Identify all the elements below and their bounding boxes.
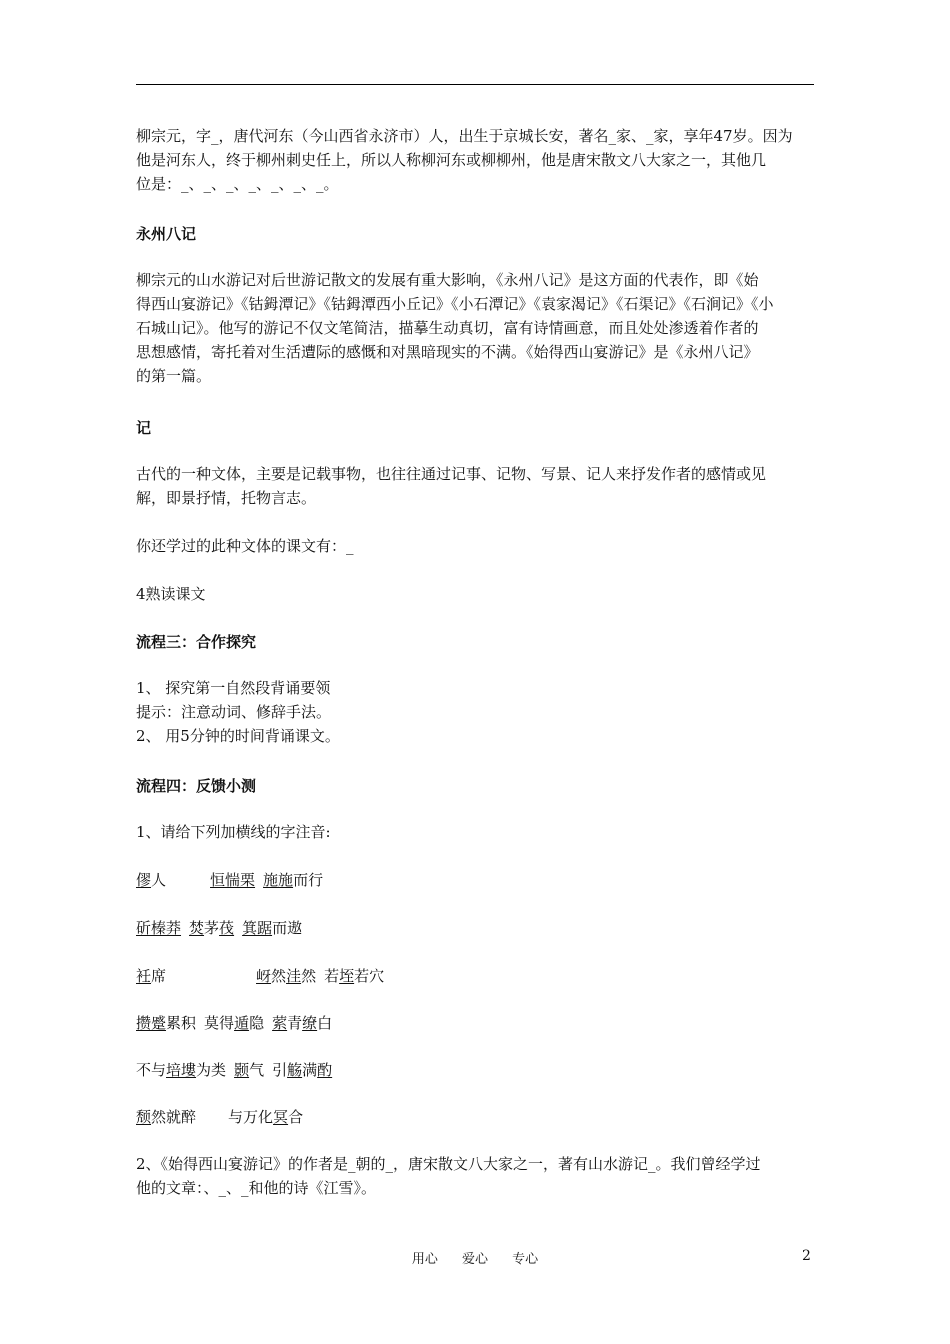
step4-read: 4熟读课文: [136, 585, 206, 603]
process3-hint: 提示：注意动词、修辞手法。: [136, 703, 332, 721]
yongzhou-line: 柳宗元的山水游记对后世游记散文的发展有重大影响，《永州八记》是这方面的代表作，即《始: [136, 271, 759, 289]
underlined-chars: 衽: [136, 967, 152, 985]
underlined-chars: 培塿: [166, 1061, 197, 1079]
plain-chars: 隐: [249, 1014, 265, 1032]
vocab-term: [242, 919, 302, 937]
plain-chars: 而遨: [272, 919, 303, 937]
question-2-line: 2、《始得西山宴游记》的作者是_朝的_，唐宋散文八大家之一，著有山水游记_。我们曾经学过: [136, 1155, 761, 1173]
underlined-chars: 箕踞: [242, 919, 273, 937]
vocab-term: [272, 1014, 302, 1032]
plain-chars: 席: [151, 967, 167, 985]
process3-list: [136, 676, 814, 748]
vocab-term: [287, 1061, 317, 1079]
question-1: 1、请给下列加横线的字注音:: [136, 823, 331, 841]
vocab-term: [166, 1061, 226, 1079]
vocab-term: [272, 1061, 287, 1079]
vocab-row: [136, 1105, 303, 1129]
intro-paragraph: [136, 124, 814, 196]
vocab-term: [136, 1108, 196, 1126]
plain-chars: 不与: [136, 1061, 167, 1079]
underlined-chars: 僇: [136, 871, 152, 889]
underlined-chars: 冥: [273, 1108, 289, 1126]
vocab-row: [136, 916, 302, 940]
vocab-row: [136, 1058, 332, 1082]
plain-chars: 合: [288, 1108, 304, 1126]
vocab-term: [204, 1014, 234, 1032]
vocab-term: [136, 919, 181, 937]
underlined-chars: 攒蹙: [136, 1014, 167, 1032]
yongzhou-line: 的第一篇。: [136, 367, 212, 385]
process4-heading: 流程四：反馈小测: [136, 777, 257, 795]
plain-chars: 为类: [196, 1061, 227, 1079]
underlined-chars: 觞: [287, 1061, 303, 1079]
vocab-term: [234, 1014, 264, 1032]
plain-chars: 若穴: [354, 967, 385, 985]
plain-chars: 白: [317, 1014, 333, 1032]
vocab-term: [339, 967, 384, 985]
vocab-term: [286, 967, 316, 985]
plain-chars: 人: [151, 871, 167, 889]
ji-heading: 记: [136, 419, 152, 437]
footer-item: 用心: [411, 1252, 438, 1267]
header-rule: [136, 84, 814, 85]
plain-chars: 莫得: [204, 1014, 235, 1032]
ji-paragraph: [136, 462, 814, 510]
vocab-term: [273, 1108, 303, 1126]
plain-chars: 与万化: [228, 1108, 274, 1126]
question-2: [136, 1152, 814, 1200]
vocab-row: [136, 868, 323, 892]
ji-learned-question: 你还学过的此种文体的课文有：_: [136, 537, 354, 555]
page-number: 2: [802, 1248, 811, 1264]
underlined-chars: 焚: [189, 919, 205, 937]
ji-line: 古代的一种文体，主要是记载事物，也往往通过记事、记物、写景、记人来抒发作者的感情或见: [136, 465, 767, 483]
vocab-term: [263, 871, 323, 889]
underlined-chars: 施施: [263, 871, 294, 889]
plain-chars: 茅: [204, 919, 220, 937]
plain-chars: 青: [287, 1014, 303, 1032]
vocab-term: [136, 967, 166, 985]
intro-line: 他是河东人，终于柳州刺史任上，所以人称柳河东或柳柳州，他是唐宋散文八大家之一，其他几: [136, 151, 767, 169]
ji-line: 解，即景抒情，托物言志。: [136, 489, 317, 507]
yongzhou-line: 石城山记》。他写的游记不仅文笔简洁，描摹生动真切，富有诗情画意，而且处处渗透着作者的: [136, 319, 759, 337]
underlined-chars: 遁: [234, 1014, 250, 1032]
vocab-term: [210, 871, 255, 889]
plain-chars: 然: [301, 967, 317, 985]
underlined-chars: 颢: [234, 1061, 250, 1079]
vocab-term: [219, 919, 234, 937]
vocab-term: [302, 1014, 332, 1032]
vocab-row: [136, 964, 384, 988]
plain-chars: 累积: [166, 1014, 197, 1032]
question-2-line: 他的文章：、_、_和他的诗《江雪》。: [136, 1179, 377, 1197]
process3-heading: 流程三：合作探究: [136, 633, 257, 651]
plain-chars: 而行: [293, 871, 324, 889]
footer-item: 爱心: [461, 1252, 488, 1267]
underlined-chars: 斫榛莽: [136, 919, 182, 937]
plain-chars: 引: [272, 1061, 288, 1079]
underlined-chars: 恒惴栗: [210, 871, 256, 889]
yongzhou-heading: 永州八记: [136, 225, 197, 243]
vocab-term: [136, 1061, 166, 1079]
vocab-term: [234, 1061, 264, 1079]
plain-chars: 若: [324, 967, 340, 985]
yongzhou-paragraph: [136, 268, 814, 388]
underlined-chars: 垤: [339, 967, 355, 985]
vocab-term: [317, 1061, 332, 1079]
plain-chars: 然就醉: [151, 1108, 197, 1126]
underlined-chars: 缭: [302, 1014, 318, 1032]
footer-item: 专心: [512, 1252, 539, 1267]
vocab-term: [189, 919, 219, 937]
underlined-chars: 岈: [256, 967, 272, 985]
vocab-term: [324, 967, 339, 985]
underlined-chars: 萦: [272, 1014, 288, 1032]
underlined-chars: 酌: [317, 1061, 333, 1079]
plain-chars: 然: [271, 967, 287, 985]
yongzhou-line: 得西山宴游记》《钴鉧潭记》《钴鉧潭西小丘记》《小石潭记》《袁家渴记》《石渠记》《石涧记》《小: [136, 295, 774, 313]
vocab-term: [228, 1108, 273, 1126]
vocab-term: [136, 871, 166, 889]
process3-item: 1、 探究第一自然段背诵要领: [136, 679, 331, 697]
underlined-chars: 茷: [219, 919, 235, 937]
plain-chars: 满: [302, 1061, 318, 1079]
plain-chars: 气: [249, 1061, 265, 1079]
underlined-chars: 颓: [136, 1108, 152, 1126]
vocab-row: [136, 1011, 332, 1035]
process3-item: 2、 用5分钟的时间背诵课文。: [136, 727, 340, 745]
yongzhou-line: 思想感情，寄托着对生活遭际的感慨和对黑暗现实的不满。《始得西山宴游记》是《永州八记》: [136, 343, 759, 361]
intro-line: 位是：_、_、_、_、_、_、_。: [136, 175, 339, 193]
vocab-term: [256, 967, 286, 985]
vocab-term: [136, 1014, 196, 1032]
underlined-chars: 洼: [286, 967, 302, 985]
intro-line: 柳宗元，字_，唐代河东（今山西省永济市）人，出生于京城长安，著名_家、_家，享年47岁。因为: [136, 127, 793, 145]
